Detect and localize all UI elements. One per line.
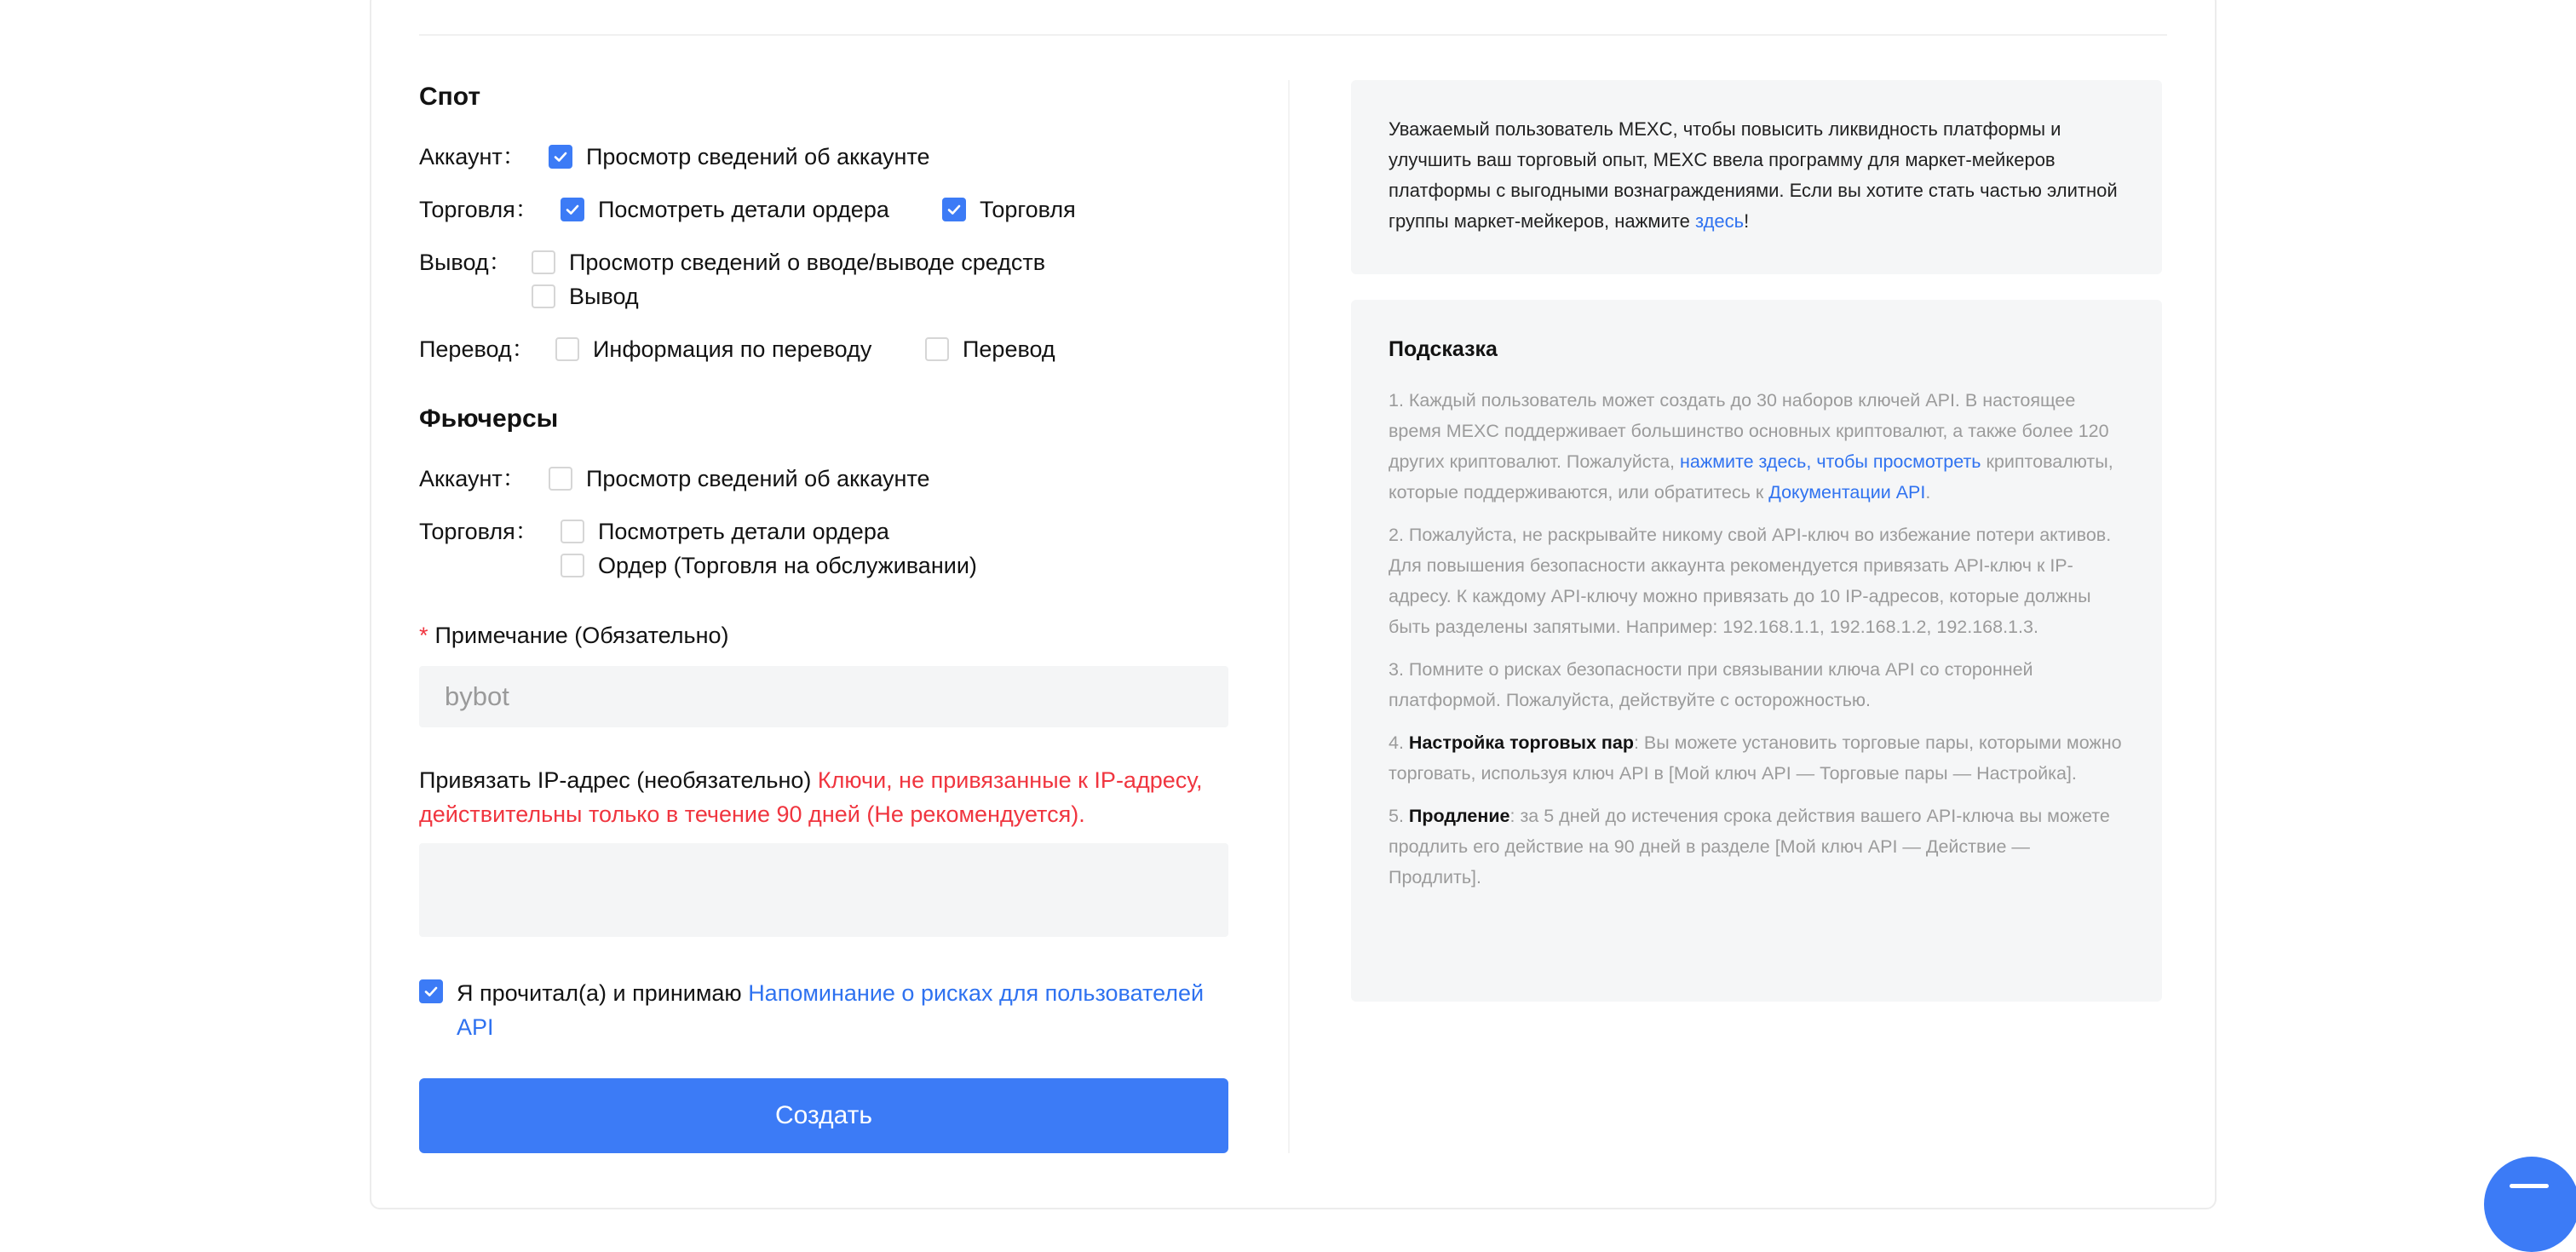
menu-icon[interactable] [2484, 1157, 2576, 1252]
ip-label-text: Привязать IP-адрес (необязательно) [419, 767, 812, 793]
futures-account-label: Аккаунт： [419, 466, 526, 491]
info-panel-here-link[interactable]: здесь [1694, 210, 1745, 232]
spot-transfer-text: Перевод [963, 336, 1055, 362]
hint-item-4 [1389, 727, 2125, 789]
spot-withdraw-label: Вывод： [419, 250, 512, 275]
spot-withdraw-checkbox[interactable] [532, 281, 639, 312]
spot-trading-view-order-checkbox[interactable] [561, 194, 889, 225]
hint-item-4-num: 4. [1389, 732, 1404, 753]
spot-transfer-info-checkbox[interactable] [555, 334, 871, 365]
spot-trading-label: Торговля： [419, 197, 538, 222]
hint-item-1-text-c: . [1925, 482, 1931, 503]
spot-withdraw-text: Вывод [569, 284, 639, 309]
spot-transfer-label: Перевод： [419, 336, 535, 362]
ip-label [419, 763, 1254, 831]
menu-icon-bar [2510, 1184, 2549, 1188]
info-panel-end: ! [1744, 210, 1750, 232]
info-panel-text: Уважаемый пользователь MEXC, чтобы повысить ликвидность платформы и улучшить ваш торговый опыт, MEXC ввела программу для маркет-мейкеров платформы с выгодными вознаграждениями. Если вы хотите стать частью элитной группы маркет-мейкеров, нажмите [1389, 118, 2118, 232]
risk-reminder-link[interactable]: Напоминание о рисках для пользователей API [457, 980, 1205, 1040]
futures-trading-label: Торговля： [419, 519, 538, 544]
agreement-text-main: Я прочитал(а) и принимаю [457, 980, 742, 1006]
checkbox-checked-icon[interactable] [942, 198, 966, 221]
checkbox-unchecked-icon[interactable] [555, 337, 579, 361]
agreement-text [457, 976, 1237, 1044]
hint-item-2: 2. Пожалуйста, не раскрывайте никому свой API-ключ во избежание потери активов. Для повышения безопасности аккаунта рекомендуется привязать API-ключ к IP-адресу. К каждому API-ключу можно привязать до 10 IP-адресов, которые должны быть разделены запятыми. Например: 192.168.1.1, 192.168.1.2, 192.168.1.3. [1389, 525, 2112, 637]
ip-warning-text: Ключи, не привязанные к IP-адресу, действительны только в течение 90 дней (Не рекомендуется). [419, 767, 1203, 827]
checkbox-unchecked-icon[interactable] [549, 467, 572, 491]
hint-item-1-text-a: 1. Каждый пользователь может создать до 30 наборов ключей API. В настоящее время MEXC поддерживает большинство основных криптовалют, а также более 120 других криптовалют. Пожалуйста, [1389, 390, 2109, 472]
spot-account-label: Аккаунт： [419, 144, 526, 169]
spot-trading-trade-label: Торговля [980, 197, 1076, 222]
market-maker-info-panel [1351, 80, 2162, 274]
column-divider [1288, 80, 1290, 1153]
hint-item-1 [1389, 385, 2125, 508]
hint-item-5-text: : за 5 дней до истечения срока действия вашего API-ключа вы можете продлить его действие на 90 дней в разделе [Мой ключ API — Действие — Продлить]. [1389, 806, 2110, 887]
futures-trading-order-label: Ордер (Торговля на обслуживании) [598, 553, 977, 578]
checkbox-checked-icon[interactable] [561, 198, 584, 221]
hint-item-5-bold: Продление [1408, 806, 1510, 826]
hint-item-1-text-b: криптовалюты, которые поддерживаются, или обратитесь к [1389, 451, 2113, 503]
hint-item-3: 3. Помните о рисках безопасности при связывании ключа API со сторонней платформой. Пожалуйста, действуйте с осторожностью. [1389, 659, 2033, 710]
checkbox-unchecked-icon[interactable] [532, 284, 555, 308]
futures-trading-view-order-checkbox[interactable] [561, 516, 889, 547]
hint-item-5 [1389, 801, 2125, 893]
checkbox-checked-icon[interactable] [419, 979, 443, 1003]
hint-panel [1351, 300, 2162, 1002]
create-button[interactable]: Создать [419, 1078, 1228, 1153]
hint-title: Подсказка [1389, 337, 1498, 361]
note-label [419, 618, 729, 652]
futures-trading-order-checkbox[interactable] [561, 550, 977, 581]
spot-transfer-info-label: Информация по переводу [593, 336, 872, 362]
spot-withdraw-view-label: Просмотр сведений о вводе/выводе средств [569, 250, 1046, 275]
futures-section-title: Фьючерсы [419, 405, 559, 433]
futures-account-view-label: Просмотр сведений об аккаунте [586, 466, 930, 491]
required-star: * [419, 623, 428, 648]
spot-withdraw-view-checkbox[interactable] [532, 247, 1045, 278]
ip-input[interactable] [419, 843, 1228, 937]
checkbox-unchecked-icon[interactable] [532, 250, 555, 274]
top-divider [419, 34, 2167, 36]
checkbox-unchecked-icon[interactable] [561, 554, 584, 577]
hint-item-4-bold: Настройка торговых пар [1408, 732, 1634, 753]
futures-account-view-checkbox[interactable] [549, 463, 930, 494]
hint-view-currencies-link[interactable]: нажмите здесь, чтобы просмотреть [1680, 451, 1981, 472]
note-label-text: Примечание (Обязательно) [434, 623, 729, 648]
checkbox-checked-icon[interactable] [549, 145, 572, 169]
spot-account-view-checkbox[interactable] [549, 141, 930, 172]
note-input[interactable] [419, 666, 1228, 727]
hint-item-4-text: : Вы можете установить торговые пары, которыми можно торговать, используя ключ API в [Мой ключ API — Торговые пары — Настройка]. [1389, 732, 2122, 784]
agreement-row[interactable] [419, 976, 1237, 1044]
hint-api-docs-link[interactable]: Документации API [1768, 482, 1926, 503]
checkbox-unchecked-icon[interactable] [925, 337, 949, 361]
checkbox-unchecked-icon[interactable] [561, 520, 584, 543]
spot-trading-view-order-label: Посмотреть детали ордера [598, 197, 889, 222]
spot-trading-trade-checkbox[interactable] [942, 194, 1076, 225]
spot-transfer-checkbox[interactable] [925, 334, 1055, 365]
hint-item-5-num: 5. [1389, 806, 1404, 826]
spot-section-title: Спот [419, 83, 481, 111]
spot-account-view-label: Просмотр сведений об аккаунте [586, 144, 930, 169]
futures-trading-view-order-label: Посмотреть детали ордера [598, 519, 889, 544]
